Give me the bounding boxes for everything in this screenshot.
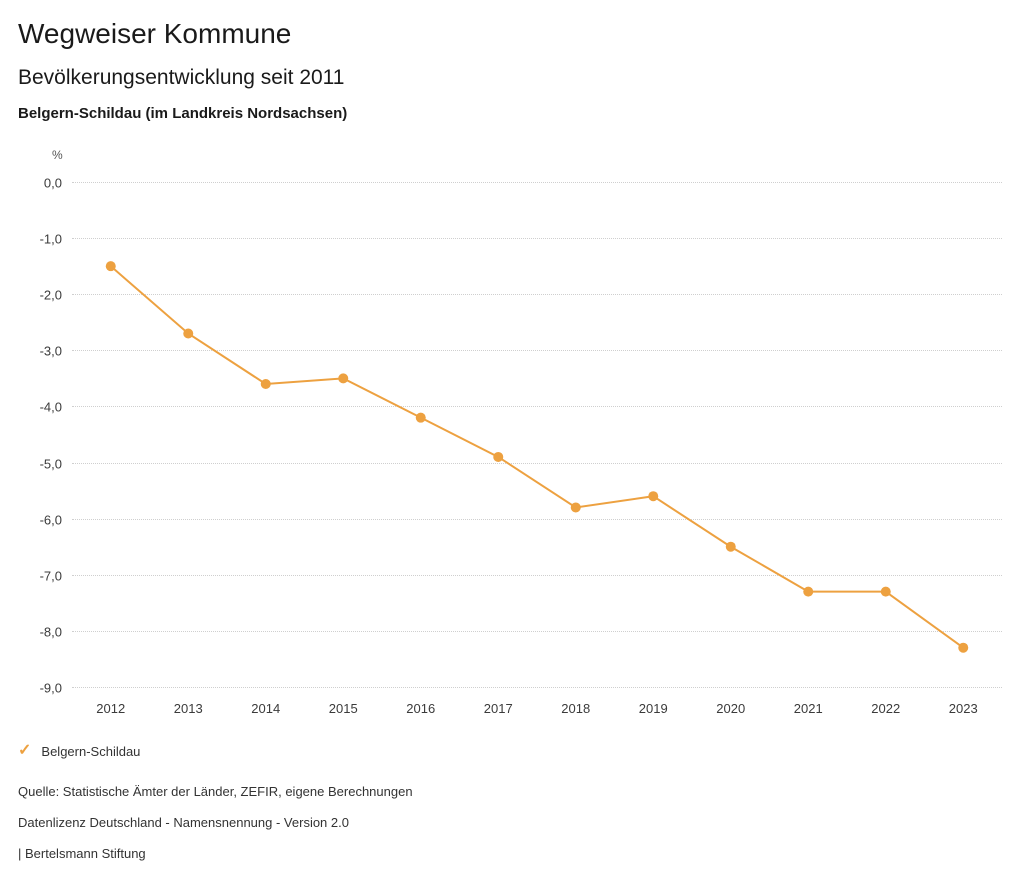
x-axis-tick-label: 2023 <box>948 701 978 716</box>
data-point[interactable] <box>183 329 193 339</box>
page-title: Wegweiser Kommune <box>18 18 292 49</box>
y-axis-tick-label: -2,0 <box>39 287 62 303</box>
data-point[interactable] <box>493 452 503 462</box>
data-point[interactable] <box>726 542 736 552</box>
x-axis-tick-label: 2020 <box>716 701 746 716</box>
data-point[interactable] <box>106 261 116 271</box>
x-axis-tick-label: 2022 <box>871 701 901 716</box>
chart-legend[interactable] <box>18 743 140 759</box>
data-point[interactable] <box>261 379 271 389</box>
x-axis-tick-label: 2013 <box>173 701 203 716</box>
x-axis-tick-label: 2018 <box>561 701 591 716</box>
x-axis-tick-label: 2016 <box>406 701 436 716</box>
region-label: Belgern-Schildau (im Landkreis Nordsachsen) <box>18 105 348 122</box>
plot-area <box>39 175 1002 696</box>
footer-source: Quelle: Statistische Ämter der Länder, ZEFIR, eigene Berechnungen <box>18 784 413 799</box>
y-axis-tick-label: 0,0 <box>43 175 62 191</box>
y-axis-unit: % <box>52 148 63 162</box>
footer <box>18 784 998 877</box>
series-line <box>111 266 964 648</box>
x-axis-tick-label: 2012 <box>96 701 126 716</box>
legend-item-label: Belgern-Schildau <box>41 743 141 759</box>
data-point[interactable] <box>803 587 813 597</box>
y-axis-tick-label: -9,0 <box>39 680 62 696</box>
x-axis <box>72 687 1002 727</box>
data-point[interactable] <box>571 502 581 512</box>
y-axis-tick-label: -7,0 <box>39 568 62 584</box>
x-axis-tick-label: 2015 <box>328 701 358 716</box>
footer-license: Datenlizenz Deutschland - Namensnennung - Version 2.0 <box>18 815 349 830</box>
y-axis-tick-label: -1,0 <box>39 231 62 247</box>
data-point[interactable] <box>648 491 658 501</box>
x-axis-tick-label: 2019 <box>638 701 668 716</box>
data-point[interactable] <box>881 587 891 597</box>
line-chart <box>0 140 1024 720</box>
y-axis-tick-label: -6,0 <box>39 512 62 528</box>
data-point[interactable] <box>338 373 348 383</box>
x-axis-tick-label: 2017 <box>483 701 513 716</box>
x-axis-tick-label: 2014 <box>251 701 281 716</box>
y-axis-tick-label: -4,0 <box>39 399 62 415</box>
y-axis-tick-label: -5,0 <box>39 456 62 472</box>
x-axis-tick-label: 2021 <box>793 701 823 716</box>
footer-publisher: | Bertelsmann Stiftung <box>18 846 146 861</box>
y-axis-tick-label: -8,0 <box>39 624 62 640</box>
y-axis-tick-label: -3,0 <box>39 343 62 359</box>
series-layer <box>72 182 1002 687</box>
data-point[interactable] <box>416 413 426 423</box>
page-subtitle: Bevölkerungsentwicklung seit 2011 <box>18 66 345 89</box>
check-icon: ✓ <box>18 742 32 759</box>
data-point[interactable] <box>958 643 968 653</box>
